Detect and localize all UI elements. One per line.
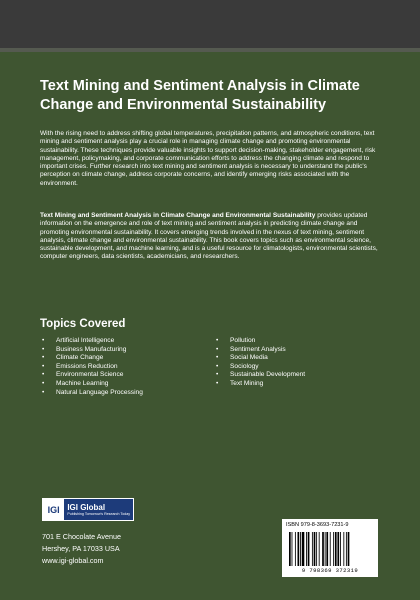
- publisher-website: www.igi-global.com: [42, 556, 104, 565]
- isbn-barcode-box: [282, 519, 378, 577]
- top-band-edge: [0, 48, 420, 52]
- barcode-bar: [314, 532, 316, 566]
- topic-item: • Social Media: [216, 354, 305, 363]
- topic-item: • Text Mining: [216, 380, 305, 389]
- barcode-bar: [306, 532, 307, 566]
- address-line-1: 701 E Chocolate Avenue: [42, 532, 121, 541]
- topic-item: • Pollution: [216, 337, 305, 346]
- description-paragraph-2-body: provides updated information on the emergence and role of text mining and sentiment analysis in predicting climate change and promoting environmental sustainability. It covers emerging trends involved in the nexus of text mining, sentiment analysis, climate change and environmental sustainability. This book covers topics such as environmental science, sustainable development, and machine learning, and is a useful resource for climatologists, environmental scientists, computer engineers, data scientists, academicians, and researchers.: [40, 212, 378, 261]
- barcode-icon: [289, 532, 371, 566]
- book-title: Text Mining and Sentiment Analysis in Climate Change and Environmental Sustainability: [40, 78, 360, 113]
- topics-column-1: [42, 337, 143, 397]
- logo-text: [64, 499, 133, 520]
- publisher-name: IGI Global: [67, 502, 106, 512]
- top-band: [0, 0, 420, 48]
- barcode-bar: [295, 532, 296, 566]
- topics-column-2: [216, 337, 305, 389]
- topic-item: • Sentiment Analysis: [216, 346, 305, 355]
- barcode-bar: [343, 532, 344, 566]
- barcode-bar: [326, 532, 328, 566]
- barcode-bar: [292, 532, 293, 566]
- topic-item: • Business Manufacturing: [42, 346, 143, 355]
- barcode-bar: [348, 532, 350, 566]
- logo-mark: IGI: [43, 499, 64, 520]
- topic-item: • Sustainable Development: [216, 371, 305, 380]
- isbn-label: ISBN 979-8-3693-7231-9: [286, 522, 349, 528]
- barcode-bar: [316, 532, 317, 566]
- barcode-bar: [319, 532, 320, 566]
- topic-item: • Climate Change: [42, 354, 143, 363]
- publisher-tagline: Publishing Tomorrow's Research Today: [67, 511, 130, 516]
- barcode-bar: [325, 532, 326, 566]
- address-line-2: Hershey, PA 17033 USA: [42, 544, 120, 553]
- barcode-bar: [330, 532, 331, 566]
- publisher-address: [42, 531, 121, 567]
- topic-item: • Machine Learning: [42, 380, 143, 389]
- barcode-bar: [289, 532, 291, 566]
- barcode-bar: [337, 532, 339, 566]
- description-book-title: Text Mining and Sentiment Analysis in Climate Change and Environmental Sustainability: [40, 212, 316, 219]
- barcode-number: 9 798369 372319: [301, 567, 359, 574]
- topic-item: • Environmental Science: [42, 371, 143, 380]
- topic-item: • Emissions Reduction: [42, 363, 143, 372]
- description-paragraph-2: [40, 212, 382, 262]
- topics-heading: Topics Covered: [40, 318, 126, 330]
- description-paragraph-1: With the rising need to address shifting global temperatures, precipitation patterns, and atmospheric conditions, text mining and sentiment analysis play a crucial role in managing climate change and promoting environmental sustainability. These techniques provide valuable insights to support decision-making, stakeholder engagement, risk management, policymaking, and corporate communication efforts to address the changing climate and respond to important crises. Further research into text mining and sentiment analysis is necessary to understand the public's perception on climate change, address corporate concerns, and identify emerging risks associated with the environment.: [40, 130, 376, 187]
- igi-global-logo: [42, 498, 134, 521]
- barcode-bar: [333, 532, 334, 566]
- topic-item: • Sociology: [216, 363, 305, 372]
- topic-item: • Artificial Intelligence: [42, 337, 143, 346]
- barcode-bar: [312, 532, 313, 566]
- barcode-bar: [298, 532, 300, 566]
- barcode-bar: [302, 532, 305, 566]
- barcode-bar: [346, 532, 347, 566]
- barcode-bar: [335, 532, 337, 566]
- barcode-bar: [322, 532, 324, 566]
- barcode-bar: [340, 532, 341, 566]
- barcode-bar: [308, 532, 310, 566]
- topic-item: • Natural Language Processing: [42, 389, 143, 398]
- barcode-bar: [300, 532, 301, 566]
